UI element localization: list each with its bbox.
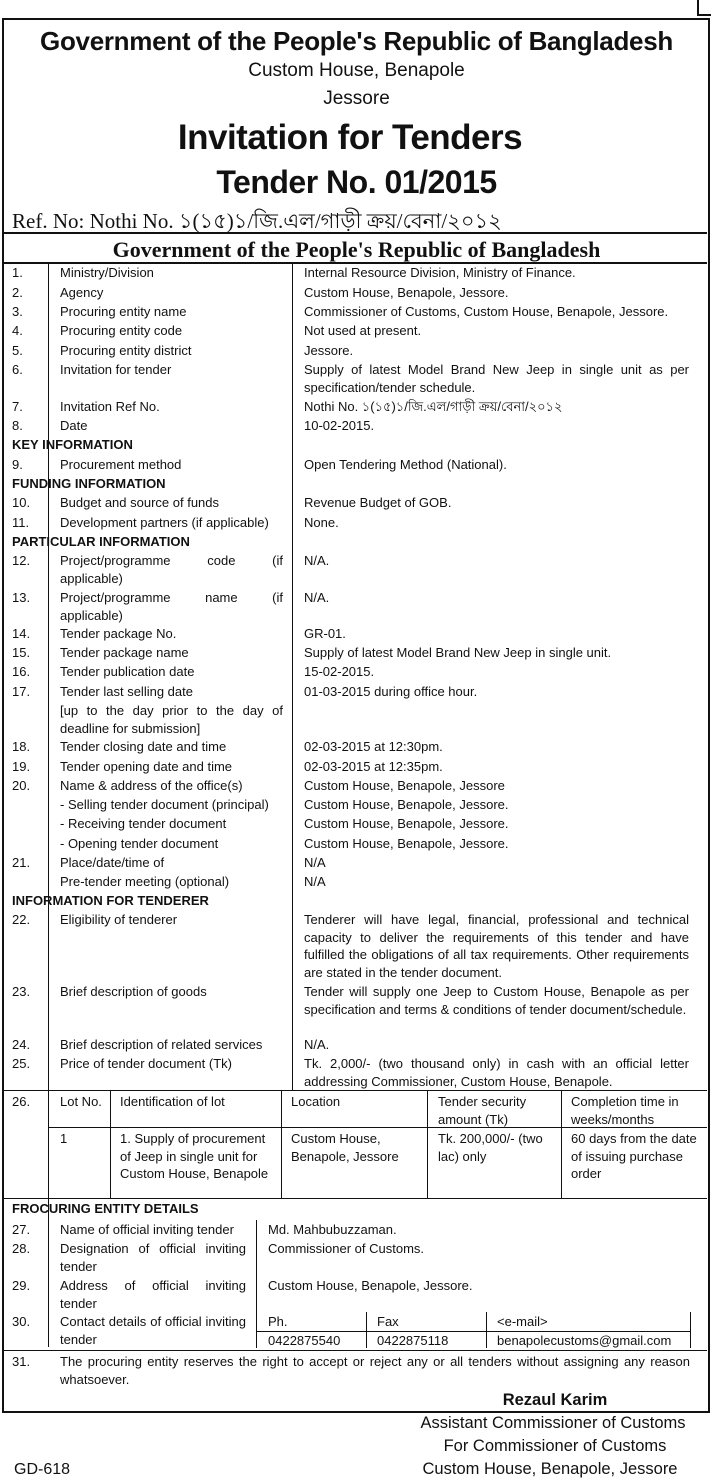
lot-cell: Custom House, Benapole, Jessore — [291, 1131, 399, 1164]
table-rule — [4, 1350, 707, 1351]
government-subheading: Government of the People's Republic of Bangladesh — [112, 237, 601, 262]
row-number: 2. — [12, 285, 23, 300]
row-number: 21. — [12, 855, 31, 870]
row-number: 16. — [12, 664, 31, 679]
row-label: Tender last selling date — [60, 684, 193, 699]
row-value: 02-03-2015 at 12:35pm. — [304, 759, 443, 774]
row-number: 30. — [12, 1314, 31, 1329]
row-label: Project/programme code (if applicable) — [60, 553, 283, 586]
row-label: Brief description of goods — [60, 984, 207, 999]
row-label: Date — [60, 418, 88, 433]
row-number: 10. — [12, 495, 31, 510]
fax-number: 0422875118 — [377, 1333, 449, 1348]
row-value: Internal Resource Division, Ministry of Finance. — [304, 265, 576, 280]
row-value: None. — [304, 515, 339, 530]
row-number: 27. — [12, 1222, 31, 1237]
row-label: Brief description of related services — [60, 1037, 263, 1052]
section-heading: FUNDING INFORMATION — [12, 476, 166, 491]
email-address: benapolecustoms@gmail.com — [497, 1333, 672, 1348]
row-label: Invitation for tender — [60, 362, 172, 377]
row-value: Md. Mahbubuzzaman. — [268, 1222, 397, 1237]
section-heading: KEY INFORMATION — [12, 437, 133, 452]
row-label: Procuring entity name — [60, 304, 187, 319]
row-value: Tender will supply one Jeep to Custom House, Benapole as per specification and terms & conditions of tender document/schedule. — [304, 984, 689, 1017]
tender-number: Tender No. 01/2015 — [216, 164, 497, 200]
row-label: Budget and source of funds — [60, 495, 220, 510]
row-label: Procuring entity district — [60, 343, 192, 358]
column-divider — [48, 264, 49, 1347]
row-value: Supply of latest Model Brand New Jeep in single unit. — [304, 645, 612, 660]
row-sub-label: - Receiving tender document — [60, 816, 227, 831]
email-label: <e-mail> — [497, 1314, 548, 1329]
row-label: Name of official inviting tender — [60, 1222, 234, 1237]
table-rule — [4, 1198, 707, 1199]
row-value: Nothi No. ১(১৫)১/জি.এল/গাড়ী ক্রয়/বেনা/২০১২ — [304, 399, 563, 414]
signatory-address: Custom House, Benapole, Jessore — [422, 1460, 678, 1478]
section-heading: INFORMATION FOR TENDERER — [12, 893, 209, 908]
row-number: 7. — [12, 399, 23, 414]
row-value: 01-03-2015 during office hour. — [304, 684, 478, 699]
row-value: Custom House, Benapole, Jessore — [304, 778, 505, 793]
row-label: Development partners (if applicable) — [60, 515, 269, 530]
column-divider — [292, 264, 293, 1090]
row-number: 18. — [12, 739, 31, 754]
row-label: Tender closing date and time — [60, 739, 227, 754]
column-divider — [427, 1090, 428, 1198]
row-sub-value: Custom House, Benapole, Jessore. — [304, 816, 509, 831]
row-value: Open Tendering Method (National). — [304, 457, 507, 472]
row-number: 26. — [12, 1094, 31, 1109]
lot-header: Identification of lot — [120, 1094, 225, 1109]
row-number: 13. — [12, 590, 31, 605]
section-heading: FROCURING ENTITY DETAILS — [12, 1201, 199, 1216]
row-number: 31. — [12, 1354, 31, 1369]
office-city: Jessore — [323, 88, 390, 109]
column-divider — [690, 1312, 691, 1348]
row-value: 02-03-2015 at 12:30pm. — [304, 739, 443, 754]
lot-header: Location — [291, 1094, 341, 1109]
row-value: Supply of latest Model Brand New Jeep in single unit as per specification/tender schedule. — [304, 362, 689, 395]
row-number: 17. — [12, 684, 31, 699]
publication-code: GD-618 — [14, 1461, 71, 1478]
row-number: 22. — [12, 912, 31, 927]
lot-cell: 60 days from the date of issuing purchase order — [571, 1131, 697, 1181]
row-value: 15-02-2015. — [304, 664, 375, 679]
row-value: Commissioner of Customs. — [268, 1241, 425, 1256]
disclaimer-text: The procuring entity reserves the right to accept or reject any or all tenders without assigning any reason whatsoever. — [60, 1354, 690, 1387]
row-value: N/A. — [304, 1037, 330, 1052]
column-divider — [281, 1090, 282, 1198]
phone-label: Ph. — [268, 1314, 288, 1329]
row-label: Invitation Ref No. — [60, 399, 160, 414]
row-value: Revenue Budget of GOB. — [304, 495, 452, 510]
column-divider — [561, 1090, 562, 1198]
row-number: 14. — [12, 626, 31, 641]
row-number: 19. — [12, 759, 31, 774]
row-label: Agency — [60, 285, 104, 300]
row-label: Eligibility of tenderer — [60, 912, 178, 927]
row-number: 6. — [12, 362, 23, 377]
phone-number: 0422875540 — [268, 1333, 341, 1348]
row-value: Jessore. — [304, 343, 354, 358]
signatory-designation: Assistant Commissioner of Customs — [420, 1414, 686, 1432]
row-label: Pre-tender meeting (optional) — [60, 874, 230, 889]
row-label: Project/programme name (if applicable) — [60, 590, 283, 623]
row-value: GR-01. — [304, 626, 346, 641]
row-sub-label: - Selling tender document (principal) — [60, 797, 269, 812]
row-label: Place/date/time of — [60, 855, 165, 870]
row-value: Commissioner of Customs, Custom House, Benapole, Jessore. — [304, 304, 669, 319]
row-sub-value: Custom House, Benapole, Jessore. — [304, 836, 509, 851]
reference-number: Ref. No: Nothi No. ১(১৫)১/জি.এল/গাড়ী ক্রয়/বেনা/২০১২ — [12, 209, 502, 233]
row-value: Tk. 2,000/- (two thousand only) in cash with an official letter addressing Commissioner, Custom House, Benapole. — [304, 1056, 689, 1089]
row-number: 8. — [12, 418, 23, 433]
row-value: Not used at present. — [304, 323, 422, 338]
row-number: 4. — [12, 323, 23, 338]
lot-header: Lot No. — [60, 1094, 102, 1109]
row-number: 28. — [12, 1241, 31, 1256]
row-label: Name & address of the office(s) — [60, 778, 243, 793]
row-label: Tender publication date — [60, 664, 195, 679]
row-number: 1. — [12, 265, 23, 280]
row-value: N/A. — [304, 553, 330, 568]
lot-cell: 1 — [60, 1131, 68, 1146]
section-heading: PARTICULAR INFORMATION — [12, 534, 190, 549]
row-label: Designation of official inviting tender — [60, 1241, 246, 1274]
fax-label: Fax — [377, 1314, 399, 1329]
notice-title: Invitation for Tenders — [177, 118, 523, 157]
row-number: 11. — [12, 515, 30, 530]
row-label: Procurement method — [60, 457, 182, 472]
lot-cell: 1. Supply of procurement of Jeep in single unit for Custom House, Benapole — [120, 1131, 269, 1181]
row-value: N/A. — [304, 590, 330, 605]
signatory-on-behalf: For Commissioner of Customs — [443, 1437, 667, 1455]
row-value: 10-02-2015. — [304, 418, 375, 433]
column-divider — [486, 1312, 487, 1348]
row-number: 25. — [12, 1056, 31, 1071]
row-number: 29. — [12, 1278, 31, 1293]
column-divider — [110, 1090, 111, 1198]
lot-header: Completion time in weeks/months — [571, 1094, 679, 1127]
row-number: 5. — [12, 343, 23, 358]
row-value: N/A — [304, 855, 326, 870]
row-value: Custom House, Benapole, Jessore. — [304, 285, 509, 300]
row-sub-label: - Opening tender document — [60, 836, 219, 851]
row-number: 15. — [12, 645, 31, 660]
government-heading: Government of the People's Republic of Bangladesh — [40, 26, 673, 56]
row-number: 3. — [12, 304, 23, 319]
row-number: 24. — [12, 1037, 31, 1052]
row-number: 20. — [12, 778, 31, 793]
row-number: 23. — [12, 984, 31, 999]
row-label: Price of tender document (Tk) — [60, 1056, 232, 1071]
row-label: Ministry/Division — [60, 265, 154, 280]
row-note: [up to the day prior to the day of deadline for submission] — [60, 703, 283, 736]
office-name: Custom House, Benapole — [248, 60, 465, 81]
row-sub-value: Custom House, Benapole, Jessore. — [304, 797, 509, 812]
row-number: 9. — [12, 457, 23, 472]
column-divider — [366, 1312, 367, 1348]
row-number: 12. — [12, 553, 31, 568]
row-label: Tender package No. — [60, 626, 177, 641]
lot-cell: Tk. 200,000/- (two lac) only — [438, 1131, 543, 1164]
row-label: Contact details of official inviting tender — [60, 1314, 246, 1347]
row-label: Tender package name — [60, 645, 189, 660]
corner-mark — [697, 0, 711, 16]
row-label: Tender opening date and time — [60, 759, 233, 774]
column-divider — [256, 1220, 257, 1348]
row-value: N/A — [304, 874, 326, 889]
row-label: Address of official inviting tender — [60, 1278, 246, 1311]
divider — [4, 232, 707, 234]
row-label: Procuring entity code — [60, 323, 183, 338]
signatory-name: Rezaul Karim — [502, 1391, 608, 1409]
row-value: Custom House, Benapole, Jessore. — [268, 1278, 473, 1293]
row-value: Tenderer will have legal, financial, professional and technical capacity to deliver the requirements of this tender and have fulfilled the obligations of all tax requirements. Other requirements are stated in the tender document. — [304, 912, 689, 980]
lot-header: Tender security amount (Tk) — [438, 1094, 527, 1127]
